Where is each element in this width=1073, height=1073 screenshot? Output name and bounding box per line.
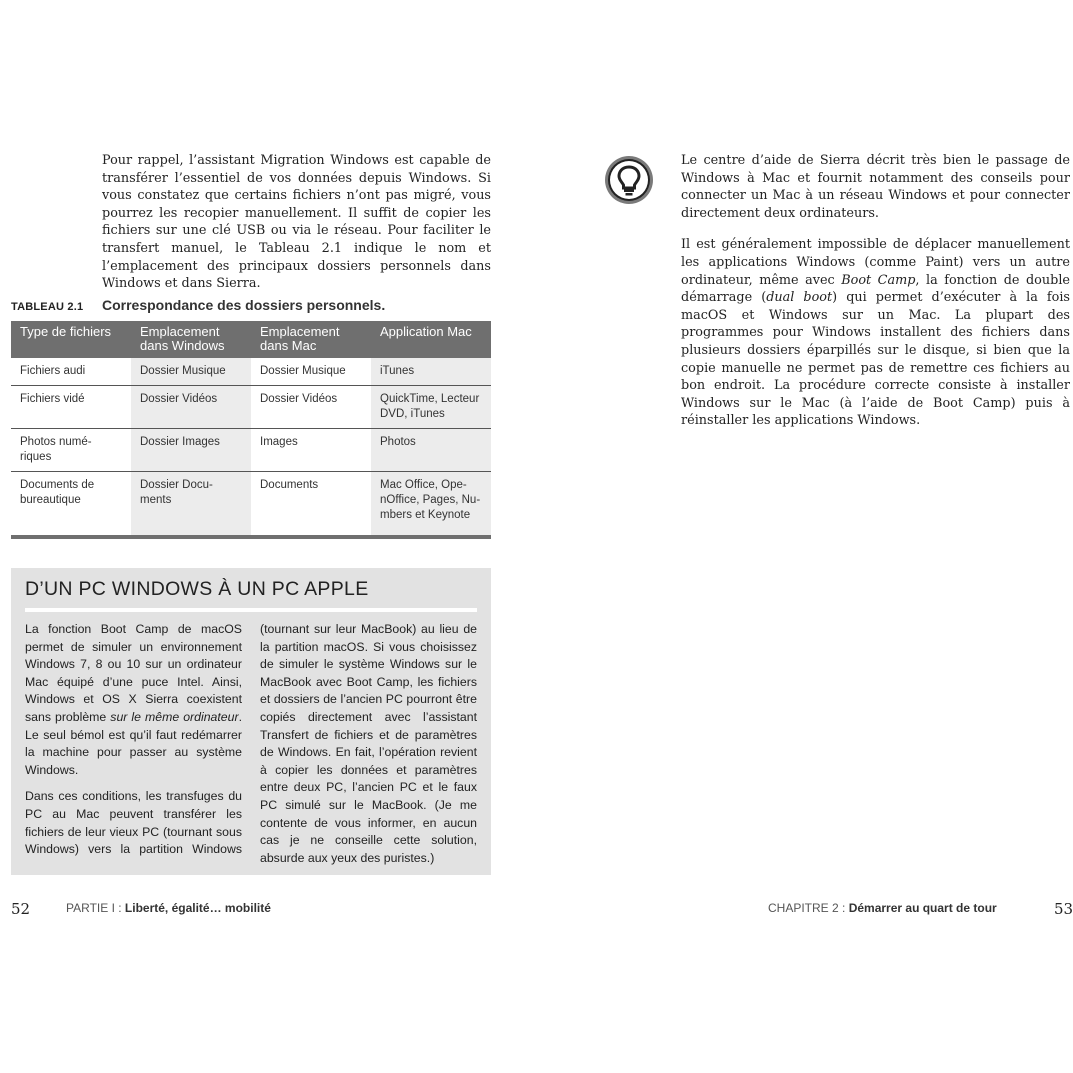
table-title: Correspondance des dossiers personnels. <box>102 297 386 313</box>
table-cell: Documents <box>251 472 371 538</box>
table-header-cell: Application Mac <box>371 321 491 358</box>
table-number: TABLEAU 2.1 <box>11 301 84 313</box>
table-cell: Dossier Images <box>131 429 251 472</box>
table-cell: Fichiers vidé <box>11 386 131 429</box>
table-cell: Images <box>251 429 371 472</box>
table-row <box>11 429 491 472</box>
running-footer-right <box>768 901 997 915</box>
body-emphasis: dual boot <box>766 290 833 306</box>
running-footer-left <box>66 901 271 915</box>
sidebar-rule <box>25 608 477 612</box>
table-cell: Photos numé-riques <box>11 429 131 472</box>
page-number-left: 52 <box>11 900 31 918</box>
sidebar-box <box>11 568 491 875</box>
footer-chapter-label: CHAPITRE 2 : <box>768 901 849 915</box>
table-cell: Dossier Vidéos <box>251 386 371 429</box>
body-emphasis: Boot Camp <box>841 272 916 288</box>
footer-part-title: Liberté, égalité… mobilité <box>124 901 271 915</box>
folders-table <box>11 321 491 539</box>
tip-paragraph: Le centre d’aide de Sierra décrit très bien le passage de Windows à Mac et fournit notamment des conseils pour connecter un Mac à un réseau Windows et pour connecter directement deux ordinateurs. <box>681 153 1070 221</box>
sidebar-title: D’UN PC WINDOWS À UN PC APPLE <box>25 578 369 600</box>
table-cell: Documents de bureautique <box>11 472 131 538</box>
table-row <box>11 358 491 386</box>
footer-part-label: PARTIE I : <box>66 901 125 915</box>
table-cell: Dossier Docu-ments <box>131 472 251 538</box>
table-cell: iTunes <box>371 358 491 386</box>
sidebar-emphasis: sur le même ordinateur <box>110 709 239 724</box>
lightbulb-icon <box>604 155 654 205</box>
table-cell: Dossier Musique <box>251 358 371 386</box>
table-cell: Dossier Vidéos <box>131 386 251 429</box>
table-header-cell: Emplacement dans Windows <box>131 321 251 358</box>
body-paragraph <box>681 236 1070 430</box>
sidebar-paragraph <box>25 621 242 779</box>
table-header-cell: Type de fichiers <box>11 321 131 358</box>
tip-column <box>681 152 1070 444</box>
table-row <box>11 472 491 538</box>
table-cell: Photos <box>371 429 491 472</box>
sidebar-text-run: La fonction Boot Camp de macOS permet de simuler un environnement Windows 7, 8 ou 10 sur un ordinateur Mac équipé d’une puce Intel. Ainsi, Windows et OS X Sierra coexistent sans problème <box>25 622 242 724</box>
table-cell: QuickTime, Lecteur DVD, iTunes <box>371 386 491 429</box>
sidebar-text <box>25 621 477 868</box>
intro-paragraph: Pour rappel, l’assistant Migration Windows est capable de transférer l’essentiel de vos données depuis Windows. Si vous constatez que certains fichiers n’ont pas migré, vous pourrez les recopier manuellement. Il suffit de copier les fichiers sur une clé USB ou via le réseau. Pour faciliter le transfert manuel, le Tableau 2.1 indique le nom et l’emplacement des principaux dossiers personnels dans Windows et dans Sierra. <box>102 153 491 292</box>
footer-chapter-title: Démarrer au quart de tour <box>848 901 997 915</box>
body-text-run: , la fonction de double démarrage ( <box>681 272 1070 306</box>
table-caption <box>11 297 491 315</box>
table-cell: Fichiers audi <box>11 358 131 386</box>
table-header-cell: Emplacement dans Mac <box>251 321 371 358</box>
body-text-run: Il est généralement impossible de déplacer manuellement les applications Windows (comme Paint) vers un autre ordinateur, même avec <box>681 237 1070 288</box>
table-cell: Dossier Musique <box>131 358 251 386</box>
page-number-right: 53 <box>1054 900 1073 918</box>
body-text-run: ) qui permet d’exécuter à la fois macOS et Windows sur un Mac. La plupart des programmes pour Windows installent des fichiers dans plusieurs dossiers éparpillés sur le disque, si bien que la copie manuelle ne permet pas de remettre ces fichiers au bon endroit. La procédure correcte consiste à installer Windows sur le Mac (à l’aide de Boot Camp) puis à réinstaller les applications Windows. <box>681 290 1071 429</box>
table-cell: Mac Office, Ope-nOffice, Pages, Nu-mbers et Keynote <box>371 472 491 538</box>
sidebar-paragraph: Dans ces conditions, les transfuges du PC au Mac peuvent transférer les fichiers de leur vieux PC (tournant sous Windows) vers la partition Windows (tournant sur leur MacBook) au lieu de la partition macOS. Si vous choisissez de simuler le système Windows sur le MacBook avec Boot Camp, les fichiers et dossiers de l’ancien PC pourront être copiés directement avec l’assistant Transfert de fichiers et de paramètres de Windows. En fait, l’opération revient à copier les données et paramètres entre deux PC, l’ancien PC et le faux PC simulé sur le MacBook. (Je me contente de vous informer, en aucun cas je ne conseille cette solution, absurde aux yeux des puristes.) <box>25 622 477 865</box>
table-row <box>11 386 491 429</box>
table-header-row <box>11 321 491 358</box>
sidebar-text-run: . Le seul bémol est qu’il faut redémarrer la machine pour passer au système Windows. <box>25 709 242 777</box>
